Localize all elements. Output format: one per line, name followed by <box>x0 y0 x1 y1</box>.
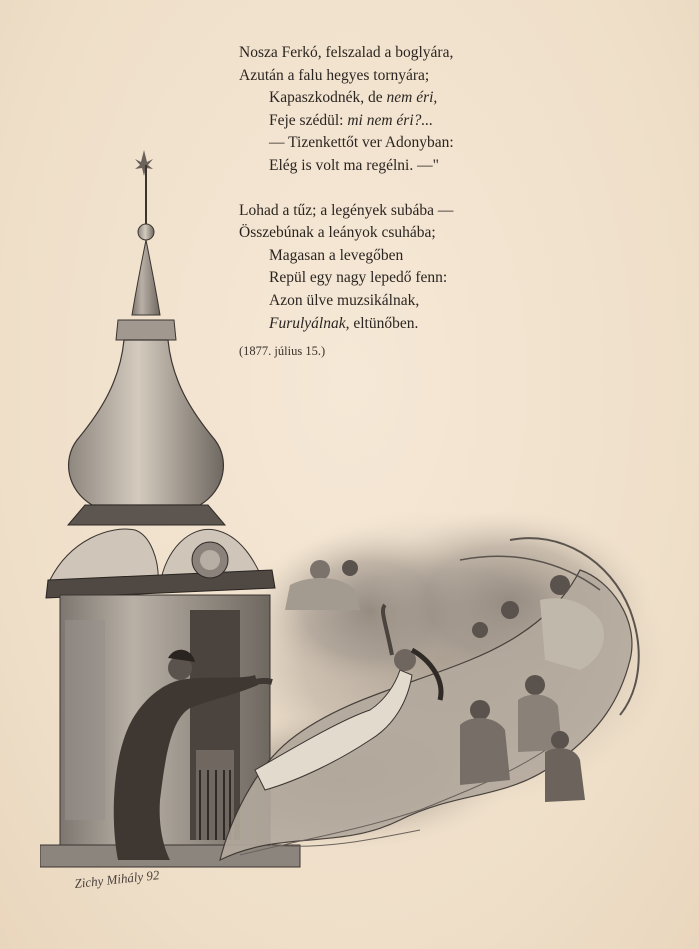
poem-date: (1877. július 15.) <box>239 344 326 358</box>
poem-line: Repül egy nagy lepedő fenn: <box>269 269 448 287</box>
poem-line: Összebúnak a leányok csuhába; <box>239 224 436 242</box>
artist-signature: Zichy Mihály 92 <box>73 867 161 891</box>
text-segment: Feje szédül: <box>269 111 348 129</box>
text-segment: Kapaszkodnék, de <box>269 89 387 107</box>
italic-segment: Furulyálnak, <box>269 314 350 332</box>
italic-segment: nem éri, <box>386 89 438 107</box>
illustration-tower-and-flying-sheet <box>40 140 670 900</box>
text-segment: eltünőben. <box>349 314 419 332</box>
poem-line: Nosza Ferkó, felszalad a boglyára, <box>239 44 454 61</box>
poem-line: Lohad a tűz; a legények subába — <box>239 201 454 219</box>
poem-line <box>239 87 539 110</box>
italic-segment: mi nem éri?... <box>347 111 434 129</box>
poem-line: Magasan a levegőben <box>269 246 404 264</box>
church-tower <box>40 150 300 867</box>
poem-line: Elég is volt ma regélni. —" <box>269 156 439 174</box>
poem-line <box>239 110 539 133</box>
poem-line: — Tizenkettőt ver Adonyban: <box>269 134 454 152</box>
poem-line: Azután a falu hegyes tornyára; <box>239 66 430 84</box>
poem-line: Azon ülve muzsikálnak, <box>269 291 420 309</box>
